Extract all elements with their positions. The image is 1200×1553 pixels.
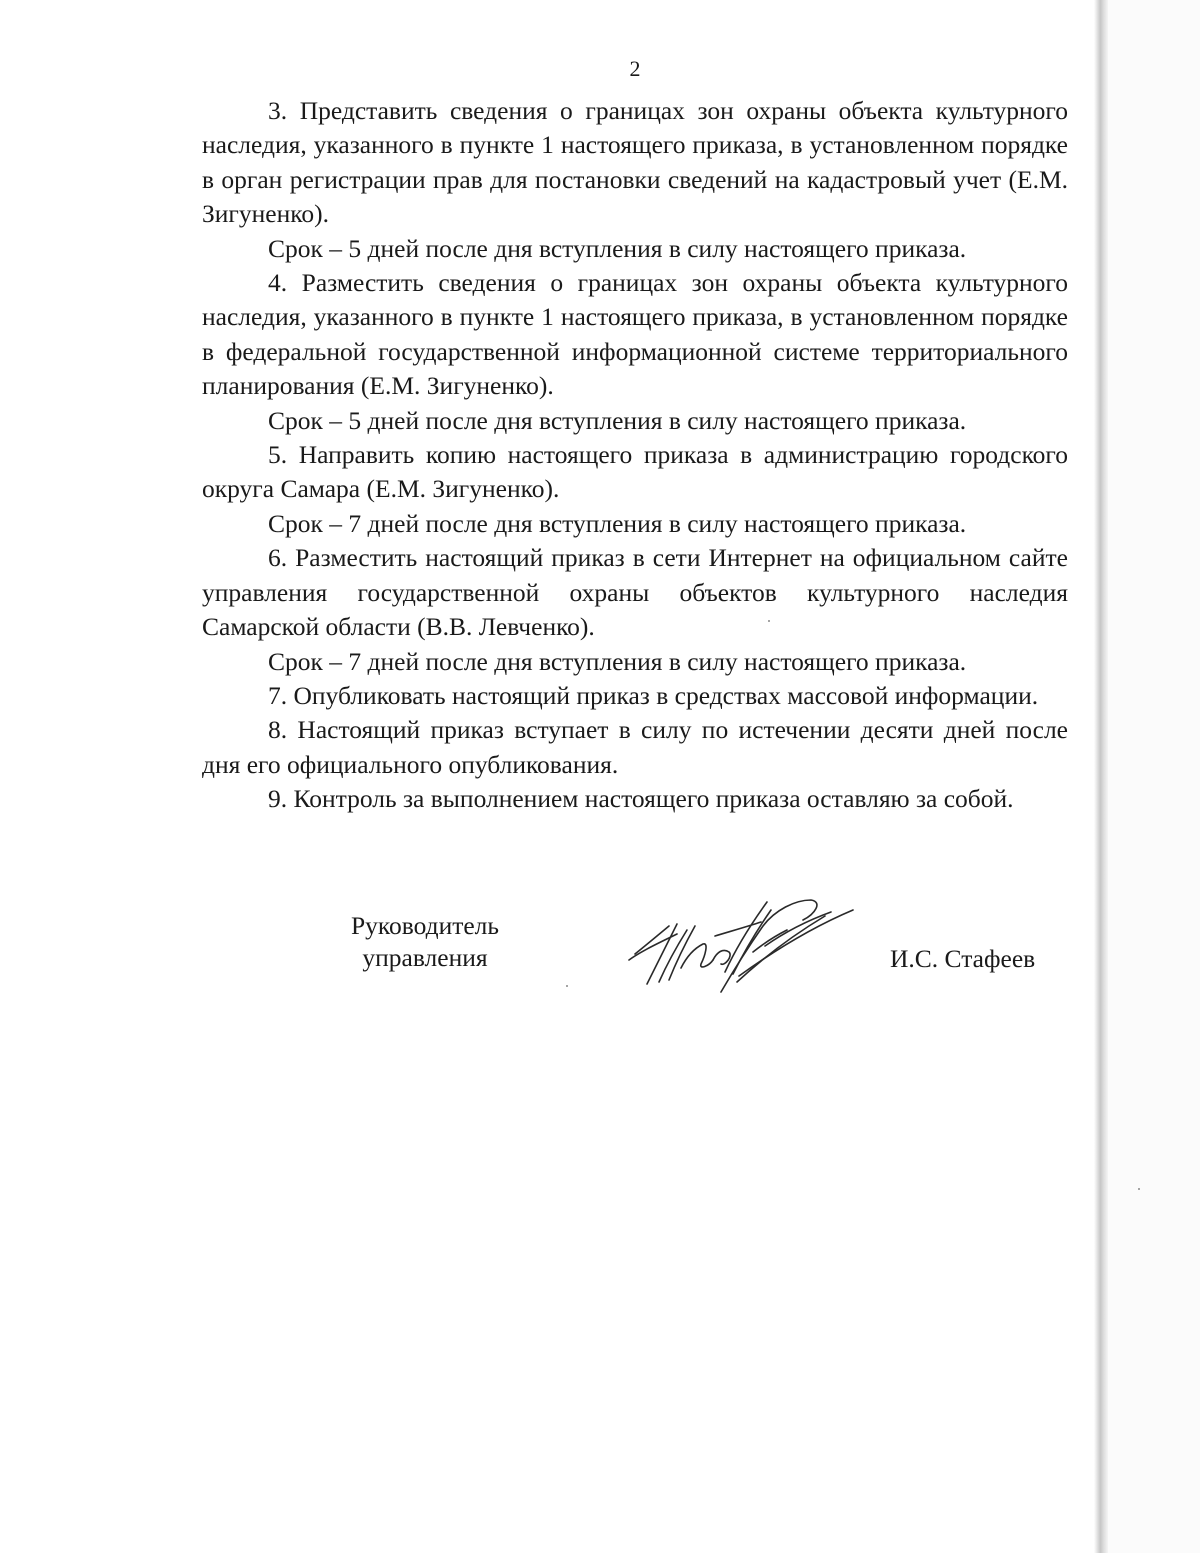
paragraph-item-4: 4. Разместить сведения о границах зон охраны объекта культурного наследия, указанного в пункте 1 настоящего приказа, в установленном порядке в федеральной государственной информационной системе территориального планирования (Е.М. Зигуненко). (202, 268, 1068, 401)
deadline-item-3: Срок – 5 дней после дня вступления в силу настоящего приказа. (268, 233, 967, 263)
deadline-item-6: Срок – 7 дней после дня вступления в силу настоящего приказа. (268, 646, 967, 676)
page-number: 2 (629, 56, 641, 81)
signer-position (335, 910, 515, 974)
paragraph-item-8: 8. Настоящий приказ вступает в силу по истечении десяти дней после дня его официального опубликования. (202, 715, 1068, 779)
deadline-item-5: Срок – 7 дней после дня вступления в силу настоящего приказа. (268, 508, 967, 538)
position-line-2: управления (362, 943, 488, 972)
signature-block (0, 910, 1200, 1030)
paragraph-item-6: 6. Разместить настоящий приказ в сети Интернет на официальном сайте управления государственной охраны объектов культурного наследия Самарской области (В.В. Левченко). (202, 543, 1068, 642)
scan-speck (768, 620, 770, 622)
paragraph-item-5: 5. Направить копию настоящего приказа в администрацию городского округа Самара (Е.М. Зигуненко). (202, 440, 1068, 504)
scan-edge-shadow (1094, 0, 1108, 1553)
scan-margin (1108, 0, 1200, 1553)
scan-speck (566, 985, 568, 987)
signer-name: И.С. Стафеев (890, 944, 1036, 973)
paragraph-item-7: 7. Опубликовать настоящий приказ в средствах массовой информации. (268, 680, 1039, 710)
position-line-1: Руководитель (350, 911, 500, 940)
document-body (202, 94, 1068, 817)
deadline-item-4: Срок – 5 дней после дня вступления в силу настоящего приказа. (268, 405, 967, 435)
handwritten-signature-icon (625, 896, 860, 1006)
scan-speck (1138, 1188, 1140, 1190)
paragraph-item-3: 3. Представить сведения о границах зон охраны объекта культурного наследия, указанного в пункте 1 настоящего приказа, в установленном порядке в орган регистрации прав для постановки сведений на кадастровый учет (Е.М. Зигуненко). (202, 96, 1068, 229)
paragraph-item-9: 9. Контроль за выполнением настоящего приказа оставляю за собой. (268, 784, 1014, 814)
